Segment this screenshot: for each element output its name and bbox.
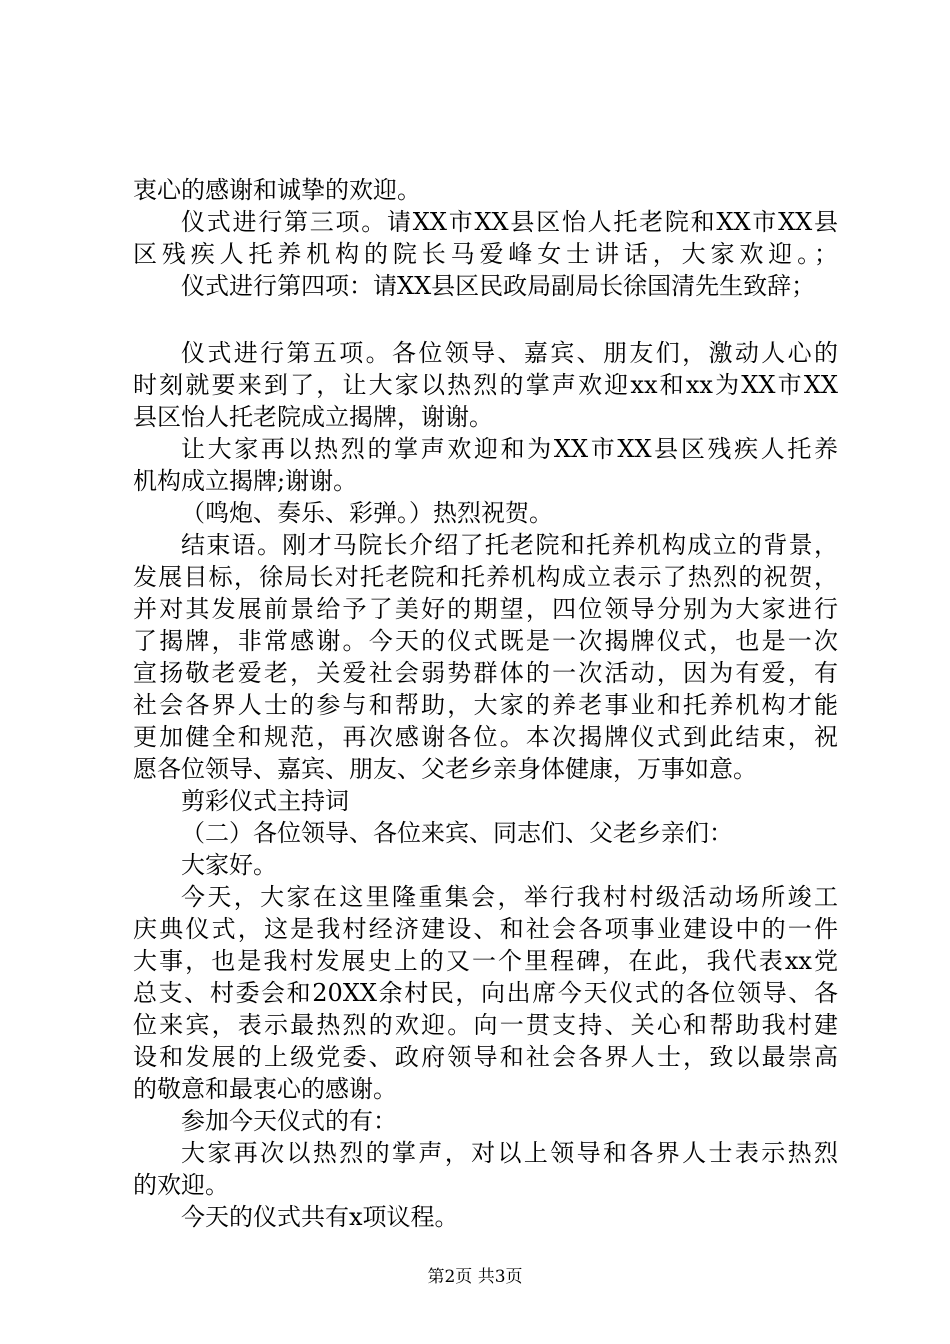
- text-line: 衷心的感谢和诚挚的欢迎。: [133, 176, 421, 204]
- text-line: 仪式进行第五项。各位领导、嘉宾、朋友们，激动人心的: [181, 339, 838, 367]
- text-line: 庆典仪式，这是我村经济建设、和社会各项事业建设中的一件: [133, 915, 838, 943]
- text-line: 更加健全和规范，再次感谢各位。本次揭牌仪式到此结束，祝: [133, 723, 838, 751]
- text-line: 宣扬敬老爱老，关爱社会弱势群体的一次活动，因为有爱，有: [133, 659, 838, 687]
- text-line: 大事，也是我村发展史上的又一个里程碑，在此，我代表xx党: [133, 947, 838, 975]
- text-line: 仪式进行第三项。请XX市XX县区怡人托老院和XX市XX县: [181, 208, 838, 236]
- text-line: 今天的仪式共有x项议程。: [181, 1203, 459, 1231]
- text-line: 位来宾，表示最热烈的欢迎。向一贯支持、关心和帮助我村建: [133, 1011, 838, 1039]
- text-line: （鸣炮、奏乐、彩弹。）热烈祝贺。: [181, 499, 553, 527]
- text-line: （二）各位领导、各位来宾、同志们、父老乡亲们：: [181, 819, 733, 847]
- page-footer: [0, 1266, 950, 1288]
- page-number: 第2页 共3页: [427, 1267, 523, 1287]
- text-line: 设和发展的上级党委、政府领导和社会各界人士，致以最崇高: [133, 1043, 838, 1071]
- text-line: 的欢迎。: [133, 1171, 229, 1199]
- text-line: 仪式进行第四项：请XX县区民政局副局长徐国清先生致辞；: [181, 272, 816, 300]
- text-line: 大家好。: [181, 851, 277, 879]
- section-heading: 剪彩仪式主持词: [181, 787, 349, 815]
- text-line: 结束语。刚才马院长介绍了托老院和托养机构成立的背景，: [181, 531, 838, 559]
- text-line: 的敬意和最衷心的感谢。: [133, 1075, 397, 1103]
- paragraph-gap: [133, 302, 838, 337]
- text-line: 大家再次以热烈的掌声，对以上领导和各界人士表示热烈: [181, 1139, 838, 1167]
- text-line: 区残疾人托养机构的院长马爱峰女士讲话，大家欢迎。；: [133, 240, 838, 268]
- text-line: 机构成立揭牌;谢谢。: [133, 467, 358, 495]
- text-line: 总支、村委会和20XX余村民，向出席今天仪式的各位领导、各: [133, 979, 838, 1007]
- text-line: 参加今天仪式的有：: [181, 1107, 397, 1135]
- text-line: 了揭牌，非常感谢。今天的仪式既是一次揭牌仪式，也是一次: [133, 627, 838, 655]
- text-line: 愿各位领导、嘉宾、朋友、父老乡亲身体健康，万事如意。: [133, 755, 757, 783]
- document-body: [133, 174, 838, 1233]
- text-line: 时刻就要来到了，让大家以热烈的掌声欢迎xx和xx为XX市XX: [133, 371, 838, 399]
- text-line: 发展目标，徐局长对托老院和托养机构成立表示了热烈的祝贺，: [133, 563, 838, 591]
- text-line: 县区怡人托老院成立揭牌，谢谢。: [133, 403, 493, 431]
- text-line: 今天，大家在这里隆重集会，举行我村村级活动场所竣工: [181, 883, 838, 911]
- text-line: 社会各界人士的参与和帮助，大家的养老事业和托养机构才能: [133, 691, 838, 719]
- text-line: 并对其发展前景给予了美好的期望，四位领导分别为大家进行: [133, 595, 838, 623]
- text-line: 让大家再以热烈的掌声欢迎和为XX市XX县区残疾人托养: [181, 435, 838, 463]
